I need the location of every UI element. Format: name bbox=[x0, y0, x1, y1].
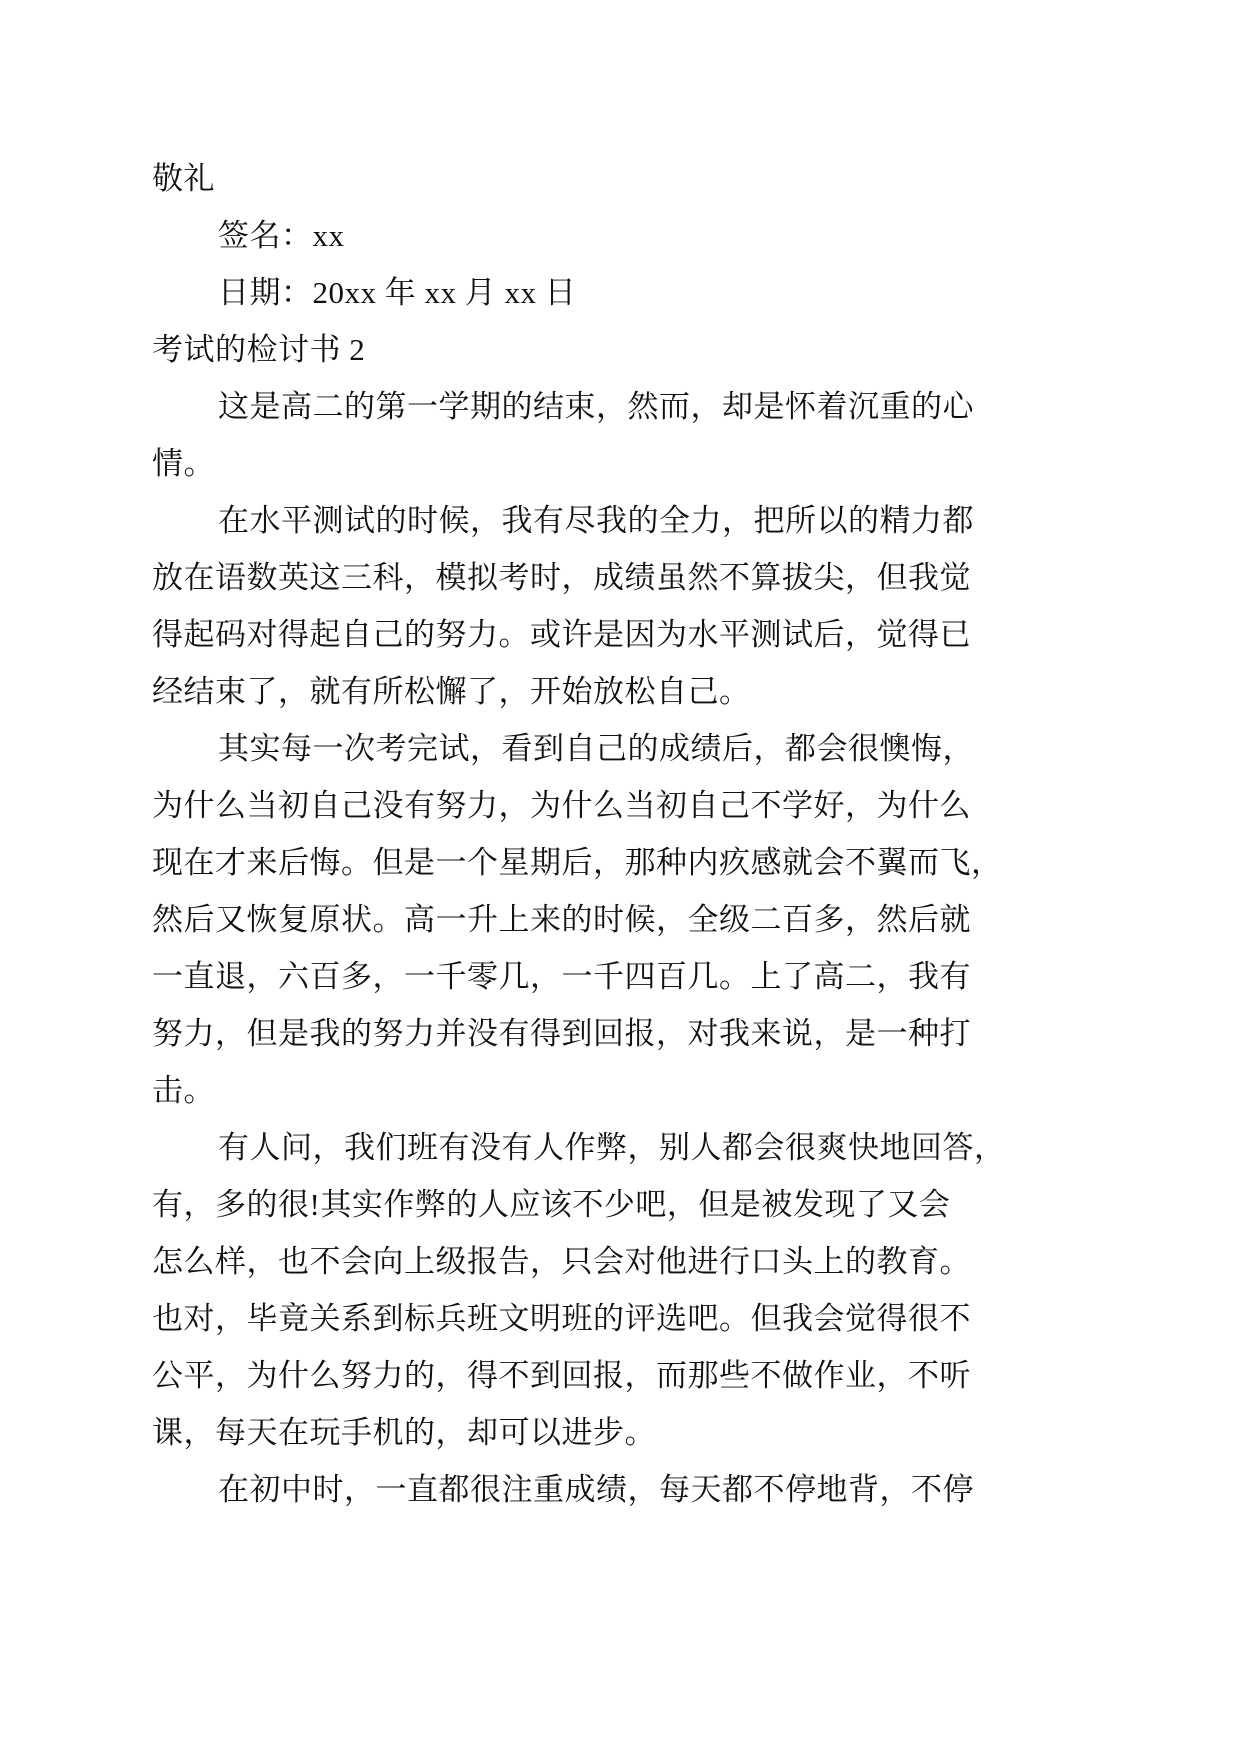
paragraph-line: 怎么样，也不会向上级报告，只会对他进行口头上的教育。 bbox=[152, 1244, 971, 1279]
paragraph-line: 为什么当初自己没有努力，为什么当初自己不学好，为什么 bbox=[152, 788, 971, 823]
closing-block bbox=[152, 150, 1113, 321]
paragraph-1 bbox=[152, 378, 1113, 492]
section-heading: 考试的检讨书 2 bbox=[152, 332, 366, 367]
paragraph-line: 有人问，我们班有没有人作弊，别人都会很爽快地回答， bbox=[218, 1130, 1006, 1165]
paragraph-4 bbox=[152, 1119, 1113, 1461]
paragraph-line: 有，多的很!其实作弊的人应该不少吧，但是被发现了又会 bbox=[152, 1187, 951, 1222]
date-line: 日期：20xx 年 xx 月 xx 日 bbox=[218, 275, 577, 310]
signature-line: 签名：xx bbox=[218, 218, 345, 253]
paragraph-line: 也对，毕竟关系到标兵班文明班的评选吧。但我会觉得很不 bbox=[152, 1301, 971, 1336]
salute-line: 敬礼 bbox=[152, 161, 215, 196]
paragraph-3 bbox=[152, 720, 1113, 1119]
paragraph-2 bbox=[152, 492, 1113, 720]
paragraph-line: 经结束了，就有所松懈了，开始放松自己。 bbox=[152, 674, 751, 709]
paragraph-line: 得起码对得起自己的努力。或许是因为水平测试后，觉得已 bbox=[152, 617, 971, 652]
paragraph-line: 这是高二的第一学期的结束，然而，却是怀着沉重的心 bbox=[218, 389, 974, 424]
paragraph-line: 课，每天在玩手机的，却可以进步。 bbox=[152, 1415, 656, 1450]
paragraph-line: 公平，为什么努力的，得不到回报，而那些不做作业，不听 bbox=[152, 1358, 971, 1393]
paragraph-5 bbox=[152, 1461, 1113, 1518]
paragraph-line: 情。 bbox=[152, 446, 215, 481]
paragraph-line: 然后又恢复原状。高一升上来的时候，全级二百多，然后就 bbox=[152, 902, 971, 937]
paragraph-line: 一直退，六百多，一千零几，一千四百几。上了高二，我有 bbox=[152, 959, 971, 994]
paragraph-line: 在初中时，一直都很注重成绩，每天都不停地背，不停 bbox=[218, 1472, 974, 1507]
paragraph-line: 击。 bbox=[152, 1073, 215, 1108]
paragraph-line: 其实每一次考完试，看到自己的成绩后，都会很懊悔， bbox=[218, 731, 974, 766]
paragraph-line: 在水平测试的时候，我有尽我的全力，把所以的精力都 bbox=[218, 503, 974, 538]
paragraph-line: 放在语数英这三科，模拟考时，成绩虽然不算拔尖，但我觉 bbox=[152, 560, 971, 595]
paragraph-line: 努力，但是我的努力并没有得到回报，对我来说，是一种打 bbox=[152, 1016, 971, 1051]
paragraph-line: 现在才来后悔。但是一个星期后，那种内疚感就会不翼而飞， bbox=[152, 845, 1003, 880]
